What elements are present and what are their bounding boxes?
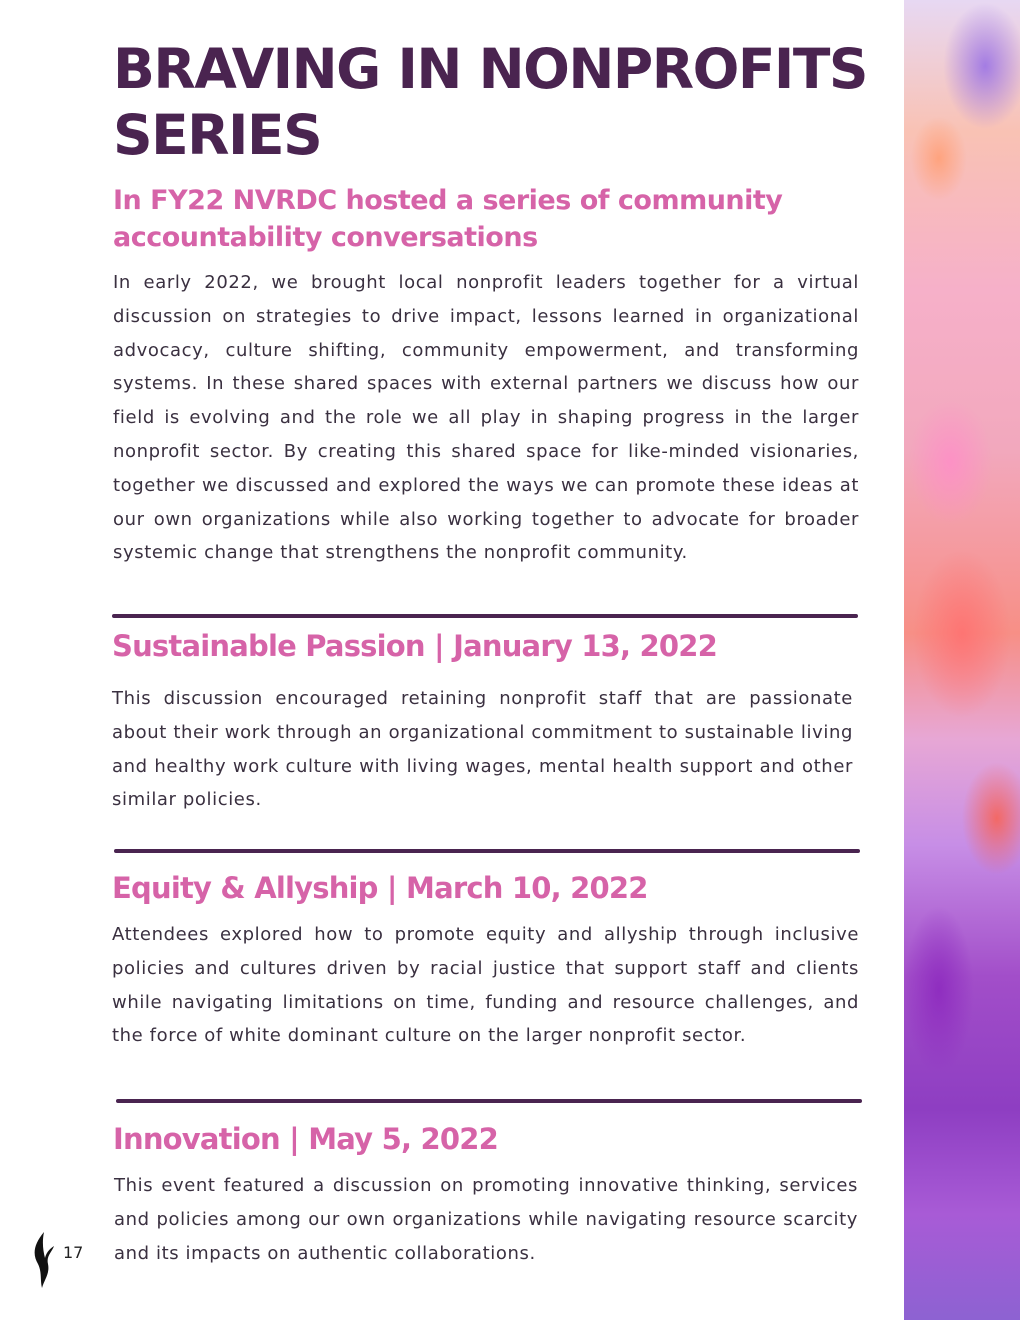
page-title: BRAVING IN NONPROFITS SERIES bbox=[113, 37, 867, 167]
flame-logo-icon bbox=[30, 1230, 56, 1290]
section-divider bbox=[116, 1099, 862, 1103]
section-heading-innovation: Innovation | May 5, 2022 bbox=[113, 1122, 498, 1156]
page-subtitle: In FY22 NVRDC hosted a series of community accountability conversations bbox=[113, 185, 783, 253]
decorative-watercolor-panel bbox=[904, 0, 1020, 1320]
intro-paragraph: In early 2022, we brought local nonprofit leaders together for a virtual discussion on strategies to drive impact, lessons learned in organizational advocacy, culture shifting, community empowerment, and transforming systems. In these shared spaces with external partners we discuss how our field is evolving and the role we all play in shaping progress in the larger nonprofit sector. By creating this shared space for like-minded visionaries, together we discussed and explored the ways we can promote these ideas at our own organizations while also working together to advocate for broader systemic change that strengthens the nonprofit community. bbox=[113, 272, 859, 564]
section-divider bbox=[112, 614, 858, 618]
section-body-innovation: This event featured a discussion on promoting innovative thinking, services and policies among our own organizations while navigating resource scarcity and its impacts on authentic collaborations. bbox=[114, 1175, 858, 1264]
section-body-equity-allyship: Attendees explored how to promote equity and allyship through inclusive policies and cultures driven by racial justice that support staff and clients while navigating limitations on time, funding and resource challenges, and the force of white dominant culture on the larger nonprofit sector. bbox=[112, 924, 859, 1047]
page-number: 17 bbox=[63, 1243, 84, 1262]
section-body-sustainable-passion: This discussion encouraged retaining nonprofit staff that are passionate about their work through an organizational commitment to sustainable living and healthy work culture with living wages, mental health support and other similar policies. bbox=[112, 688, 853, 811]
section-heading-sustainable-passion: Sustainable Passion | January 13, 2022 bbox=[112, 629, 718, 663]
section-divider bbox=[114, 849, 860, 853]
section-heading-equity-allyship: Equity & Allyship | March 10, 2022 bbox=[112, 871, 648, 905]
